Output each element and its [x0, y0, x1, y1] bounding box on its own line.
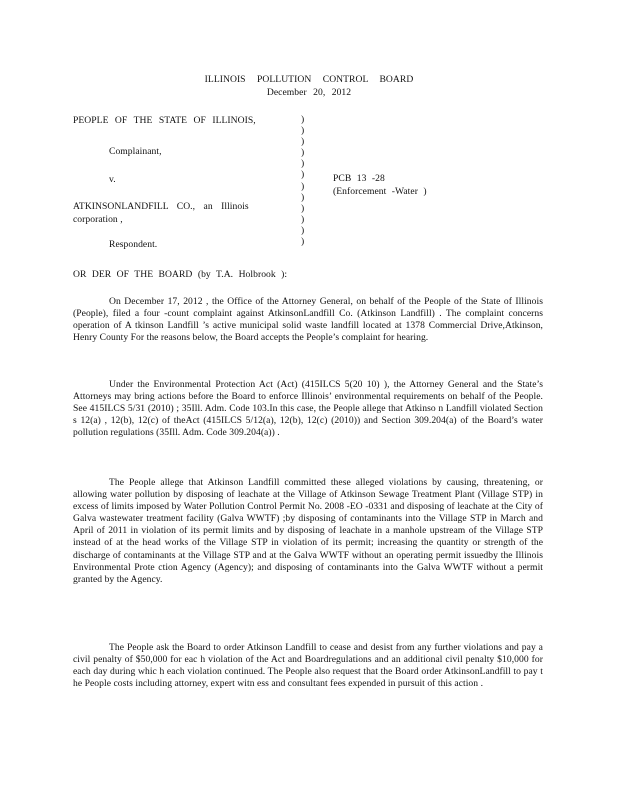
case-type: (Enforcement -Water ): [333, 186, 427, 197]
paragraph-text: On December 17, 2012 , the Office of the Attorney General, on behalf of the People of the State of Illinois (People), filed a four -count complaint against AtkinsonLandfill Co. (Atkinson Landfill) . The complaint concerns operation of A tkinson Landfill ’s active municipal solid waste landfill located at 1378 Commercial Drive,Atkinson, Henry County For the reasons below, the Board accepts the People’s complaint for hearing.: [73, 296, 543, 344]
body-paragraph-1: [73, 296, 543, 344]
case-number: PCB 13 -28: [333, 173, 385, 184]
order-date: December 20, 2012: [266, 87, 352, 98]
body-paragraph-4: [73, 642, 543, 690]
caption-parenthesis: ): [301, 125, 305, 137]
caption-parenthesis: ): [301, 236, 305, 248]
paragraph-text: The People ask the Board to order Atkinson Landfill to cease and desist from any further violations and pay a civil penalty of $50,000 for eac h violation of the Act and Boardregulations and an additional civil penalty $10,000 for each day during whic h each violation continued. The People also request that the Board order AtkinsonLandfill to pay t he People costs including attorney, expert witn ess and consultant fees expended in pursuit of this action .: [73, 642, 543, 690]
caption-parenthesis: ): [301, 147, 305, 159]
caption-parenthesis-column: [301, 114, 309, 247]
complainant-label: Complainant,: [109, 146, 162, 157]
body-paragraph-2: [73, 379, 543, 439]
order-heading: OR DER OF THE BOARD (by T.A. Holbrook ):: [73, 269, 288, 280]
caption-parenthesis: ): [301, 136, 305, 148]
caption-parenthesis: ): [301, 191, 305, 203]
board-title: ILLINOIS POLLUTION CONTROL BOARD: [204, 74, 414, 85]
caption-parenthesis: ): [301, 114, 305, 125]
defendant-name: ATKINSONLANDFILL CO., an Illinois: [73, 201, 249, 212]
caption-parenthesis: ): [301, 213, 305, 225]
caption-parenthesis: ): [301, 180, 305, 192]
caption-parenthesis: ): [301, 224, 305, 236]
defendant-description: corporation ,: [73, 214, 123, 225]
caption-parenthesis: ): [301, 169, 305, 181]
versus-label: v.: [109, 174, 116, 185]
paragraph-text: Under the Environmental Protection Act (Act) (415ILCS 5(20 10) ), the Attorney General and the State’s Attorneys may bring actions before the Board to enforce Illinois’ environmental requirements on behalf of the People. See 415ILCS 5/31 (2010) ; 35Ill. Adm. Code 103.In this case, the People allege that Atkinso n Landfill violated Section s 12(a) , 12(b), 12(c) of theAct (415ILCS 5/12(a), 12(b), 12(c) (2010)) and Section 309.204(a) of the Board’s water pollution regulations (35Ill. Adm. Code 309.204(a)) .: [73, 379, 543, 439]
caption-parenthesis: ): [301, 158, 305, 170]
respondent-label: Respondent.: [109, 239, 158, 250]
caption-parenthesis: ): [301, 202, 305, 214]
body-paragraph-3: [73, 477, 543, 586]
paragraph-text: The People allege that Atkinson Landfill committed these alleged violations by causing, threatening, or allowing water pollution by disposing of leachate at the Village of Atkinson Sewage Treatment Plant (Village STP) in excess of limits imposed by Water Pollution Control Permit No. 2008 -EO -0331 and disposing of leachate at the City of Galva wastewater treatment facility (Galva WWTF) ;by disposing of contaminants into the Village STP in March and April of 2011 in violation of its permit limits and by disposing of leachate in a manhole upstream of the Village STP instead of at the head works of the Village STP in violation of its permit; increasing the quantity or strength of the discharge of contaminants at the Village STP and at the Galva WWTF without an operating permit issuedby the Illinois Environmental Prote ction Agency (Agency); and disposing of contaminants into the Galva WWTF without a permit granted by the Agency.: [73, 477, 543, 585]
plaintiff-name: PEOPLE OF THE STATE OF ILLINOIS,: [73, 115, 256, 126]
